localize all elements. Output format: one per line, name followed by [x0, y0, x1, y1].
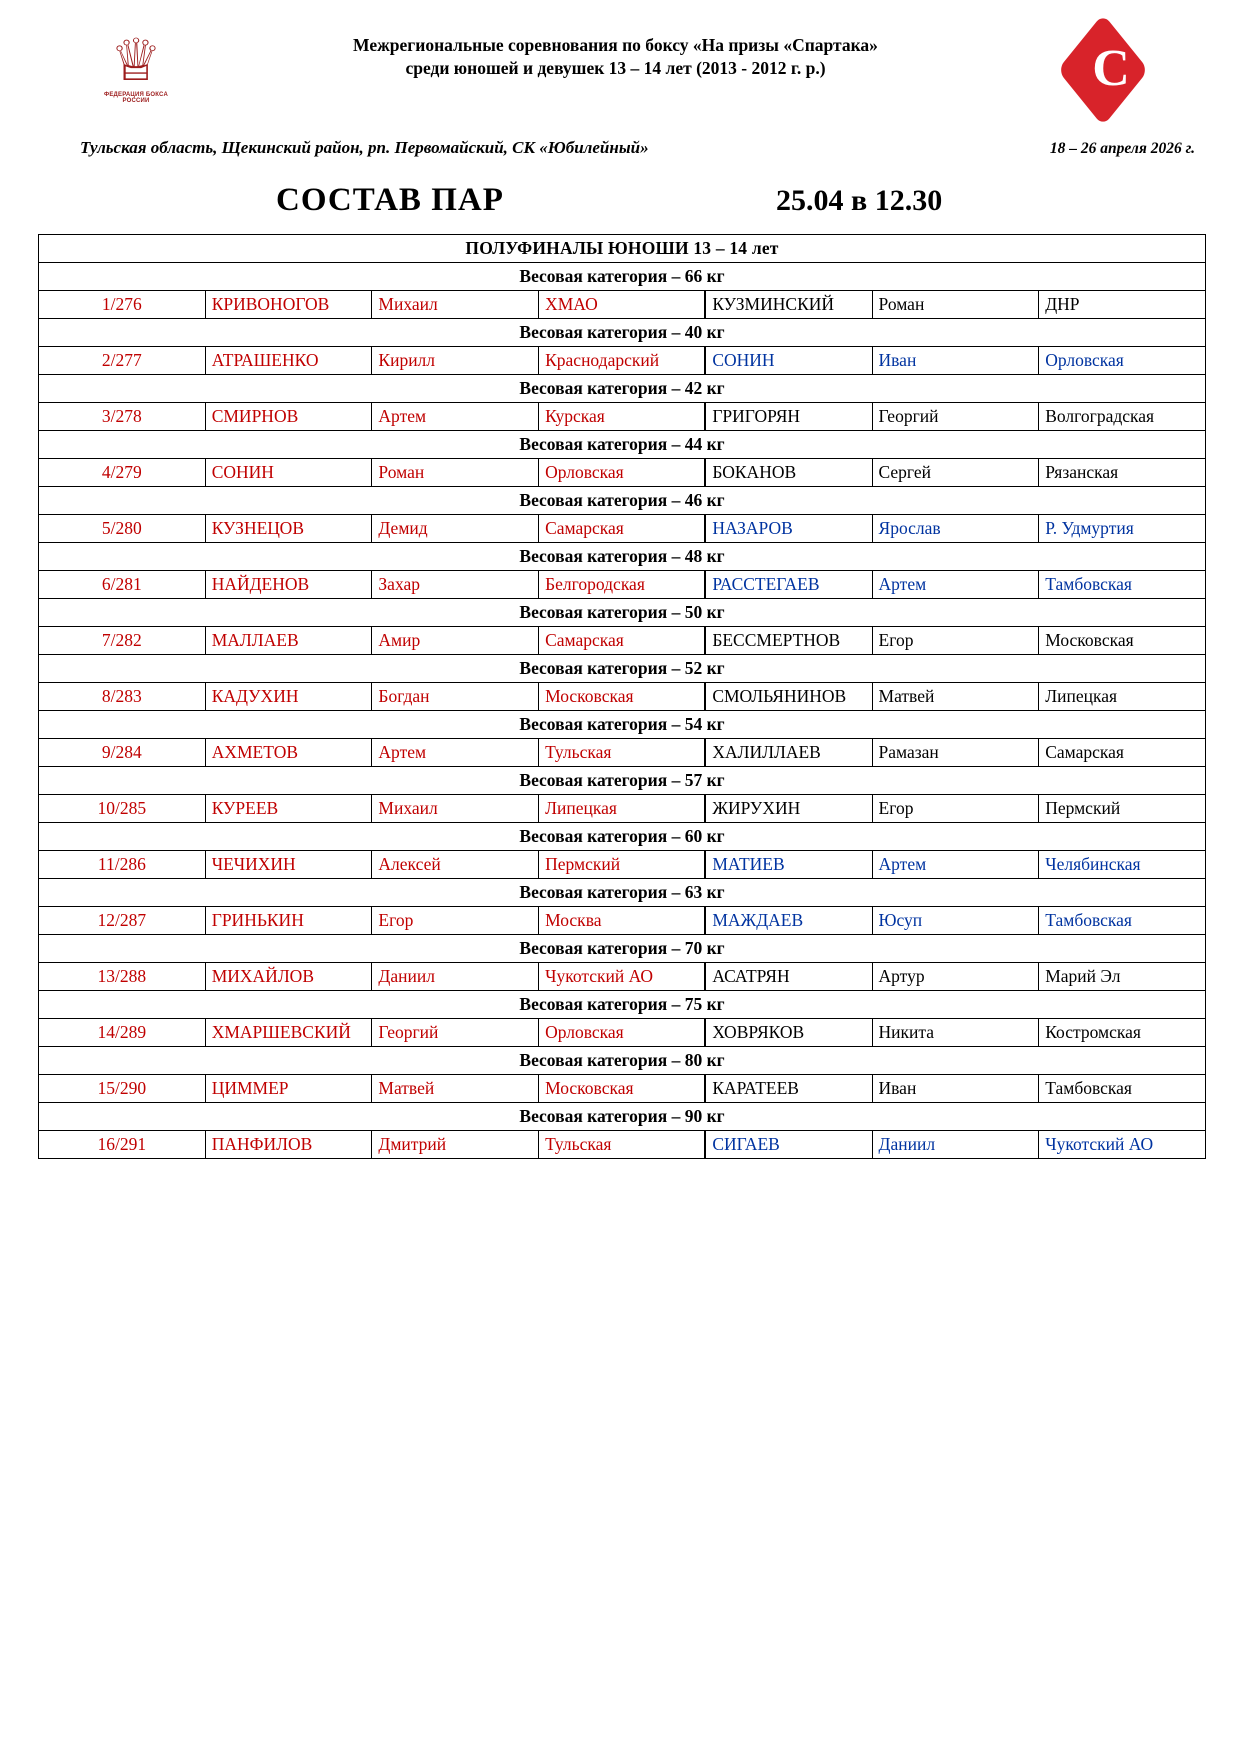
blue-corner-lastname: ХОВРЯКОВ	[705, 1019, 872, 1047]
red-corner-lastname: СОНИН	[205, 459, 372, 487]
bout-number: 12/287	[39, 907, 206, 935]
red-corner-firstname: Артем	[372, 403, 539, 431]
weight-category-row	[39, 879, 1206, 907]
red-corner-firstname: Кирилл	[372, 347, 539, 375]
red-corner-firstname: Демид	[372, 515, 539, 543]
red-corner-firstname: Артем	[372, 739, 539, 767]
weight-category-row	[39, 263, 1206, 291]
weight-category-label: Весовая категория – 70 кг	[39, 935, 1206, 963]
blue-corner-lastname: АСАТРЯН	[705, 963, 872, 991]
red-corner-lastname: МАЛЛАЕВ	[205, 627, 372, 655]
bout-number: 14/289	[39, 1019, 206, 1047]
blue-corner-region: Орловская	[1039, 347, 1206, 375]
bout-number: 11/286	[39, 851, 206, 879]
table-row	[39, 459, 1206, 487]
competition-title-line2: среди юношей и девушек 13 – 14 лет (2013 - 2012 г. р.)	[405, 58, 826, 78]
blue-corner-firstname: Иван	[872, 347, 1039, 375]
blue-corner-firstname: Артур	[872, 963, 1039, 991]
table-row	[39, 739, 1206, 767]
blue-corner-lastname: ХАЛИЛЛАЕВ	[705, 739, 872, 767]
blue-corner-lastname: ГРИГОРЯН	[705, 403, 872, 431]
red-corner-lastname: КРИВОНОГОВ	[205, 291, 372, 319]
red-corner-firstname: Алексей	[372, 851, 539, 879]
red-corner-region: Белгородская	[539, 571, 706, 599]
red-corner-lastname: КУЗНЕЦОВ	[205, 515, 372, 543]
pairs-table-body	[39, 235, 1206, 1159]
bout-number: 2/277	[39, 347, 206, 375]
competition-title-line1: Межрегиональные соревнования по боксу «На призы «Спартака»	[353, 35, 878, 55]
event-venue: Тульская область, Щекинский район, рп. Первомайский, СК «Юбилейный»	[80, 138, 649, 157]
table-row	[39, 515, 1206, 543]
page-title-row	[36, 182, 1205, 234]
red-corner-firstname: Михаил	[372, 795, 539, 823]
weight-category-row	[39, 991, 1206, 1019]
blue-corner-firstname: Ярослав	[872, 515, 1039, 543]
red-corner-lastname: НАЙДЕНОВ	[205, 571, 372, 599]
bout-number: 10/285	[39, 795, 206, 823]
red-corner-region: Краснодарский	[539, 347, 706, 375]
red-corner-firstname: Матвей	[372, 1075, 539, 1103]
blue-corner-lastname: СОНИН	[705, 347, 872, 375]
red-corner-lastname: ПАНФИЛОВ	[205, 1131, 372, 1159]
blue-corner-region: Челябинская	[1039, 851, 1206, 879]
bout-number: 5/280	[39, 515, 206, 543]
blue-corner-region: Марий Эл	[1039, 963, 1206, 991]
blue-corner-firstname: Юсуп	[872, 907, 1039, 935]
weight-category-row	[39, 319, 1206, 347]
red-corner-region: Тульская	[539, 1131, 706, 1159]
blue-corner-region: Московская	[1039, 627, 1206, 655]
red-corner-firstname: Дмитрий	[372, 1131, 539, 1159]
blue-corner-firstname: Иван	[872, 1075, 1039, 1103]
bout-number: 8/283	[39, 683, 206, 711]
weight-category-label: Весовая категория – 48 кг	[39, 543, 1206, 571]
table-row	[39, 1075, 1206, 1103]
bout-number: 13/288	[39, 963, 206, 991]
weight-category-label: Весовая категория – 50 кг	[39, 599, 1206, 627]
red-corner-region: Московская	[539, 683, 706, 711]
weight-category-label: Весовая категория – 60 кг	[39, 823, 1206, 851]
blue-corner-firstname: Роман	[872, 291, 1039, 319]
red-corner-lastname: ЦИММЕР	[205, 1075, 372, 1103]
red-corner-firstname: Даниил	[372, 963, 539, 991]
red-corner-firstname: Захар	[372, 571, 539, 599]
bout-number: 1/276	[39, 291, 206, 319]
red-corner-firstname: Михаил	[372, 291, 539, 319]
blue-corner-firstname: Матвей	[872, 683, 1039, 711]
bout-number: 7/282	[39, 627, 206, 655]
red-corner-region: ХМАО	[539, 291, 706, 319]
blue-corner-lastname: НАЗАРОВ	[705, 515, 872, 543]
double-headed-eagle-icon: ♕	[110, 28, 162, 93]
bout-number: 15/290	[39, 1075, 206, 1103]
table-row	[39, 1131, 1206, 1159]
weight-category-row	[39, 431, 1206, 459]
blue-corner-firstname: Егор	[872, 795, 1039, 823]
blue-corner-lastname: РАССТЕГАЕВ	[705, 571, 872, 599]
weight-category-row	[39, 711, 1206, 739]
blue-corner-lastname: КУЗМИНСКИЙ	[705, 291, 872, 319]
blue-corner-region: Р. Удмуртия	[1039, 515, 1206, 543]
blue-corner-firstname: Рамазан	[872, 739, 1039, 767]
red-corner-firstname: Амир	[372, 627, 539, 655]
blue-corner-region: Тамбовская	[1039, 907, 1206, 935]
boxing-federation-logo	[96, 28, 176, 128]
red-corner-lastname: ГРИНЬКИН	[205, 907, 372, 935]
table-row	[39, 1019, 1206, 1047]
red-corner-lastname: АТРАШЕНКО	[205, 347, 372, 375]
event-subheader	[36, 138, 1205, 168]
table-row	[39, 963, 1206, 991]
red-corner-region: Москва	[539, 907, 706, 935]
bout-number: 9/284	[39, 739, 206, 767]
blue-corner-lastname: БОКАНОВ	[705, 459, 872, 487]
red-corner-lastname: ХМАРШЕВСКИЙ	[205, 1019, 372, 1047]
blue-corner-lastname: КАРАТЕЕВ	[705, 1075, 872, 1103]
table-row	[39, 683, 1206, 711]
bout-number: 3/278	[39, 403, 206, 431]
bout-number: 16/291	[39, 1131, 206, 1159]
table-row	[39, 627, 1206, 655]
red-corner-firstname: Егор	[372, 907, 539, 935]
red-corner-lastname: СМИРНОВ	[205, 403, 372, 431]
table-row	[39, 795, 1206, 823]
red-corner-lastname: ЧЕЧИХИН	[205, 851, 372, 879]
table-row	[39, 347, 1206, 375]
red-corner-firstname: Роман	[372, 459, 539, 487]
blue-corner-region: Липецкая	[1039, 683, 1206, 711]
weight-category-row	[39, 655, 1206, 683]
document-header	[36, 28, 1205, 136]
weight-category-row	[39, 487, 1206, 515]
weight-category-label: Весовая категория – 52 кг	[39, 655, 1206, 683]
table-row	[39, 571, 1206, 599]
blue-corner-lastname: МАТИЕВ	[705, 851, 872, 879]
weight-category-label: Весовая категория – 40 кг	[39, 319, 1206, 347]
weight-category-label: Весовая категория – 80 кг	[39, 1047, 1206, 1075]
weight-category-label: Весовая категория – 57 кг	[39, 767, 1206, 795]
blue-corner-lastname: СМОЛЬЯНИНОВ	[705, 683, 872, 711]
weight-category-row	[39, 767, 1206, 795]
table-row	[39, 291, 1206, 319]
red-corner-region: Самарская	[539, 627, 706, 655]
blue-corner-region: Волгоградская	[1039, 403, 1206, 431]
weight-category-row	[39, 1047, 1206, 1075]
red-corner-lastname: АХМЕТОВ	[205, 739, 372, 767]
blue-corner-region: Рязанская	[1039, 459, 1206, 487]
weight-category-label: Весовая категория – 46 кг	[39, 487, 1206, 515]
blue-corner-region: Чукотский АО	[1039, 1131, 1206, 1159]
blue-corner-region: Костромская	[1039, 1019, 1206, 1047]
weight-category-label: Весовая категория – 44 кг	[39, 431, 1206, 459]
red-corner-region: Курская	[539, 403, 706, 431]
red-corner-region: Пермский	[539, 851, 706, 879]
blue-corner-region: Пермский	[1039, 795, 1206, 823]
weight-category-label: Весовая категория – 75 кг	[39, 991, 1206, 1019]
table-row	[39, 851, 1206, 879]
weight-category-row	[39, 823, 1206, 851]
blue-corner-region: Тамбовская	[1039, 1075, 1206, 1103]
weight-category-label: Весовая категория – 42 кг	[39, 375, 1206, 403]
red-corner-firstname: Богдан	[372, 683, 539, 711]
blue-corner-region: ДНР	[1039, 291, 1206, 319]
red-corner-region: Липецкая	[539, 795, 706, 823]
blue-corner-firstname: Егор	[872, 627, 1039, 655]
header-titles	[196, 34, 1035, 80]
weight-category-label: Весовая категория – 90 кг	[39, 1103, 1206, 1131]
red-corner-region: Орловская	[539, 459, 706, 487]
red-corner-region: Самарская	[539, 515, 706, 543]
red-corner-region: Московская	[539, 1075, 706, 1103]
table-row	[39, 403, 1206, 431]
weight-category-row	[39, 1103, 1206, 1131]
federation-logo-caption: ФЕДЕРАЦИЯ БОКСА РОССИИ	[104, 92, 168, 104]
weight-category-row	[39, 935, 1206, 963]
blue-corner-lastname: БЕССМЕРТНОВ	[705, 627, 872, 655]
blue-corner-firstname: Артем	[872, 571, 1039, 599]
blue-corner-firstname: Никита	[872, 1019, 1039, 1047]
section-title: ПОЛУФИНАЛЫ ЮНОШИ 13 – 14 лет	[39, 235, 1206, 263]
table-section-header	[39, 235, 1206, 263]
weight-category-row	[39, 599, 1206, 627]
blue-corner-region: Самарская	[1039, 739, 1206, 767]
blue-corner-lastname: ЖИРУХИН	[705, 795, 872, 823]
session-datetime: 25.04 в 12.30	[776, 184, 943, 217]
weight-category-row	[39, 543, 1206, 571]
event-dates: 18 – 26 апреля 2026 г.	[1049, 140, 1195, 157]
bout-number: 4/279	[39, 459, 206, 487]
weight-category-label: Весовая категория – 63 кг	[39, 879, 1206, 907]
weight-category-label: Весовая категория – 54 кг	[39, 711, 1206, 739]
blue-corner-lastname: МАЖДАЕВ	[705, 907, 872, 935]
red-corner-region: Тульская	[539, 739, 706, 767]
red-corner-lastname: КАДУХИН	[205, 683, 372, 711]
red-corner-lastname: КУРЕЕВ	[205, 795, 372, 823]
red-corner-region: Чукотский АО	[539, 963, 706, 991]
red-corner-lastname: МИХАЙЛОВ	[205, 963, 372, 991]
blue-corner-firstname: Даниил	[872, 1131, 1039, 1159]
blue-corner-firstname: Георгий	[872, 403, 1039, 431]
pairs-table	[38, 234, 1206, 1159]
table-row	[39, 907, 1206, 935]
blue-corner-lastname: СИГАЕВ	[705, 1131, 872, 1159]
blue-corner-firstname: Артем	[872, 851, 1039, 879]
weight-category-row	[39, 375, 1206, 403]
weight-category-label: Весовая категория – 66 кг	[39, 263, 1206, 291]
bout-number: 6/281	[39, 571, 206, 599]
spartak-logo-letter: C	[1092, 40, 1130, 97]
red-corner-firstname: Георгий	[372, 1019, 539, 1047]
page-title: СОСТАВ ПАР	[276, 182, 504, 218]
red-corner-region: Орловская	[539, 1019, 706, 1047]
blue-corner-region: Тамбовская	[1039, 571, 1206, 599]
blue-corner-firstname: Сергей	[872, 459, 1039, 487]
spartak-logo	[1059, 30, 1169, 116]
